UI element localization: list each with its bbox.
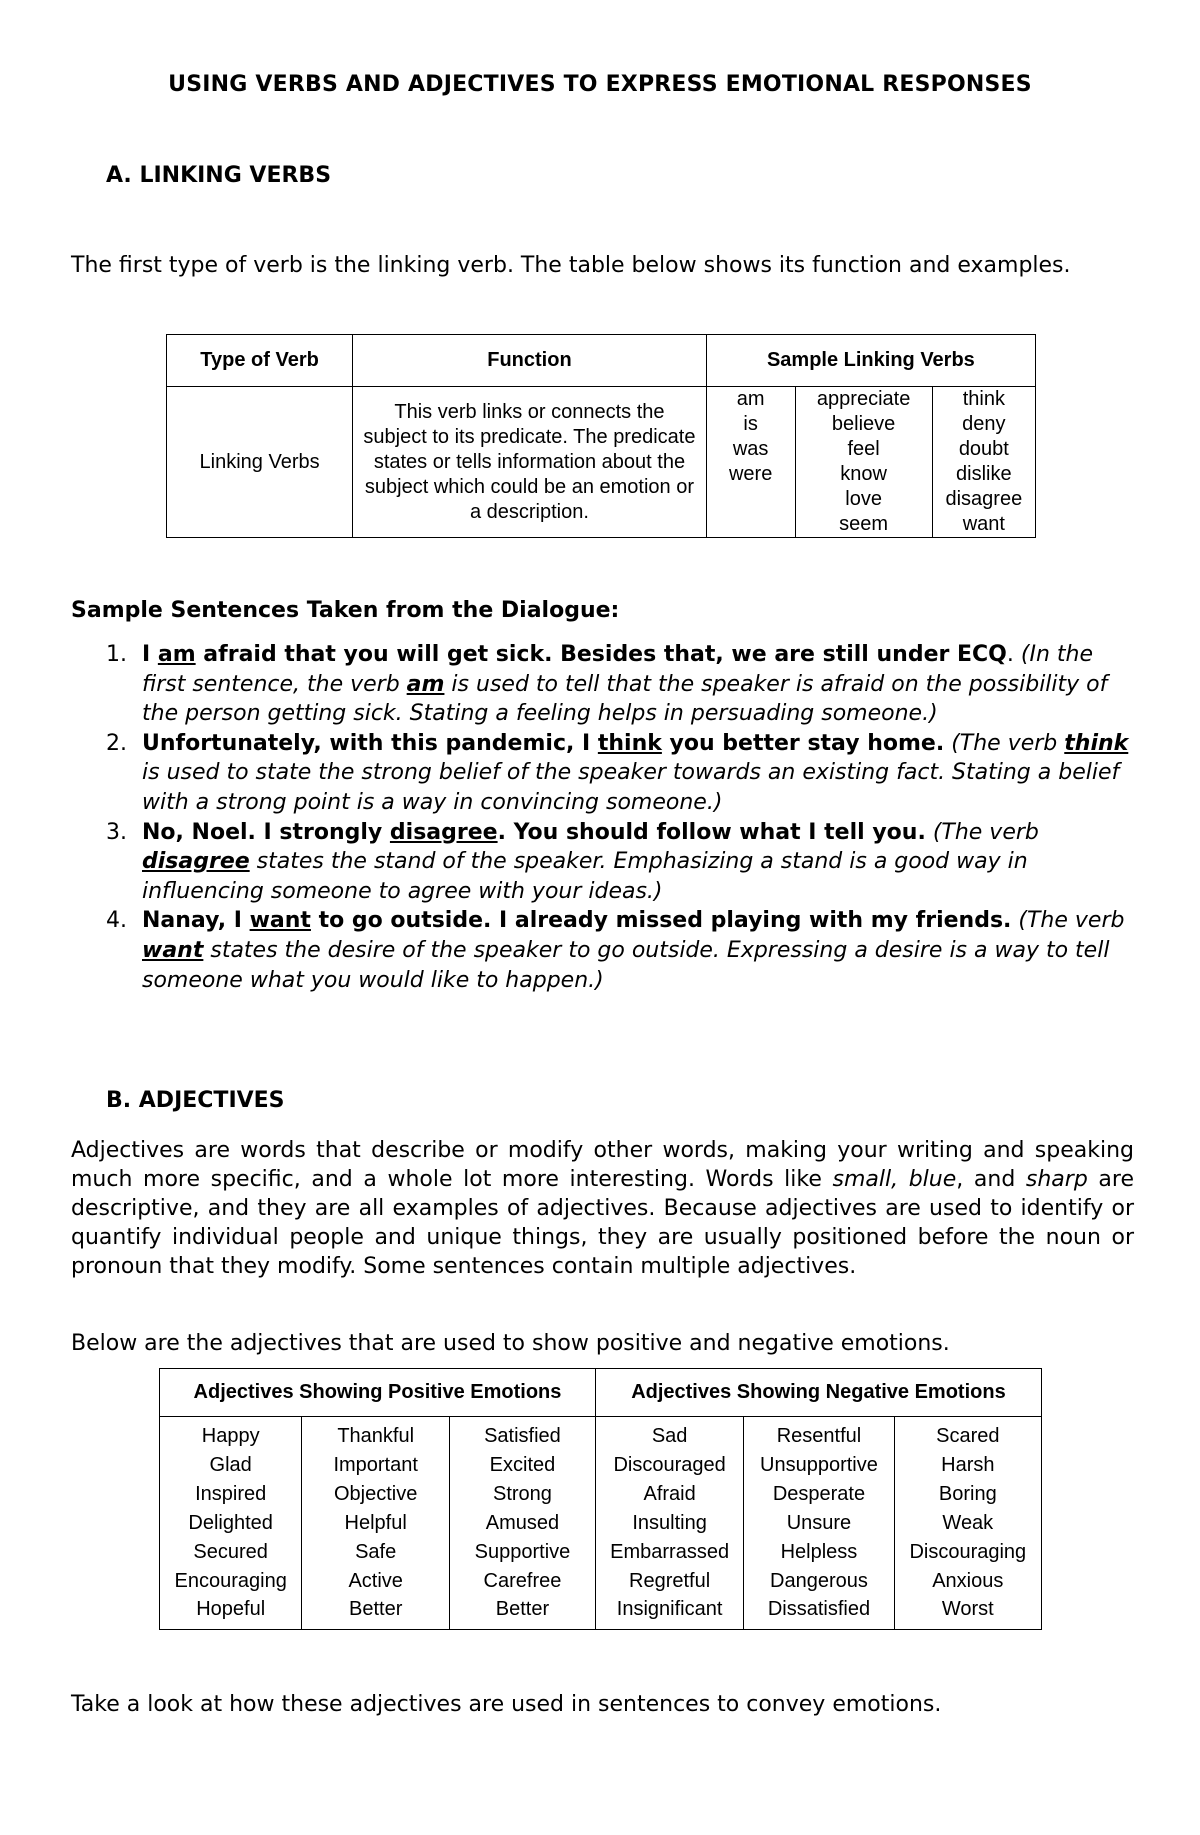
adjective-item: Unsure <box>786 1511 852 1534</box>
key-verb: disagree <box>389 819 498 845</box>
section-a-intro: The first type of verb is the linking verb. The table below shows its function and examples. <box>71 253 1071 278</box>
note-text: states the desire of the speaker to go outside. Expressing a desire is a way to tell someone what you would like to happen.) <box>142 937 1110 993</box>
verb-item: deny <box>962 413 1006 435</box>
verb-item: dislike <box>956 463 1012 485</box>
header-function: Function <box>353 335 707 387</box>
sentence-text: No, Noel. I strongly <box>142 819 390 845</box>
adjective-item: Better <box>349 1598 403 1621</box>
adjective-item: Active <box>348 1569 403 1592</box>
note-text: (In the first sentence, the verb <box>142 642 1093 697</box>
note-text: is used to tell that the speaker is afraid on the possibility of the person getting sick. Stating a feeling helps in persuading someone.) <box>142 671 1108 727</box>
adjective-item: Safe <box>355 1540 397 1563</box>
sentence-text: Unfortunately, with this pandemic, I <box>142 730 598 756</box>
section-b-heading: B. ADJECTIVES <box>106 1088 285 1113</box>
adjective-item: Objective <box>333 1482 418 1505</box>
adjective-item: Sad <box>651 1425 688 1447</box>
adjective-item: Dangerous <box>770 1569 868 1592</box>
cell-samples-3 <box>932 387 1035 538</box>
cell-samples-2 <box>795 387 932 538</box>
adjective-item: Satisfied <box>484 1425 561 1447</box>
sentence-text: Nanay, I <box>142 908 250 934</box>
adjective-item: Important <box>333 1453 418 1476</box>
note-text: is used to state the strong belief of the speaker towards an existing fact. Stating a belief with a strong point is a way in convincing someone.) <box>142 760 1120 815</box>
key-verb: think <box>597 730 662 756</box>
adjectives-paragraph <box>71 1136 1134 1281</box>
adjective-item: Thankful <box>337 1425 415 1447</box>
closing-sentence: Take a look at how these adjectives are used in sentences to convey emotions. <box>71 1692 942 1717</box>
item-number: 2. <box>106 730 127 756</box>
adjective-item: Discouraging <box>909 1540 1027 1563</box>
adjective-item: Insignificant <box>616 1598 723 1621</box>
verb-item: am <box>736 388 765 410</box>
note-key-verb: think <box>1064 730 1129 756</box>
verb-item: were <box>728 463 773 485</box>
sentence-punct <box>926 820 933 845</box>
adjective-item: Unsupportive <box>760 1453 878 1476</box>
adjectives-table <box>159 1368 1042 1630</box>
adjective-item: Strong <box>492 1482 552 1505</box>
adjective-item: Excited <box>489 1453 556 1476</box>
adjective-item: Inspired <box>195 1482 267 1505</box>
key-verb: am <box>157 642 196 667</box>
adjective-item: Happy <box>201 1425 260 1447</box>
adjective-item: Scared <box>936 1425 1000 1447</box>
item-number: 1. <box>106 642 127 667</box>
adjective-item: Glad <box>209 1453 252 1476</box>
adjective-column <box>744 1417 894 1630</box>
verb-item: seem <box>839 513 889 535</box>
cell-samples-1 <box>706 387 795 538</box>
note-key-verb: want <box>142 937 204 963</box>
adjective-column <box>450 1417 596 1630</box>
list-item <box>71 640 1134 729</box>
adjective-item: Resentful <box>776 1425 862 1447</box>
list-item <box>71 818 1134 907</box>
adjective-column <box>302 1417 450 1630</box>
verb-item: doubt <box>958 438 1009 460</box>
verb-item: is <box>743 413 758 435</box>
adjective-column <box>595 1417 743 1630</box>
adjective-item: Helpful <box>344 1511 407 1534</box>
linking-verbs-table <box>166 334 1036 538</box>
adjective-item: Carefree <box>483 1569 562 1592</box>
verb-item: know <box>840 463 887 485</box>
header-type-of-verb: Type of Verb <box>167 335 353 387</box>
list-item <box>71 906 1134 995</box>
cell-function: This verb links or connects the subject to its predicate. The predicate states or tells information about the subject which could be an emotion or a description. <box>353 387 707 538</box>
sentence-text: you better stay home. <box>661 730 945 756</box>
verb-item: believe <box>831 413 896 435</box>
adjective-column <box>894 1417 1041 1630</box>
verb-item: appreciate <box>816 388 911 410</box>
verb-item: love <box>845 488 882 510</box>
adjective-item: Desperate <box>772 1482 866 1505</box>
paragraph-text: , and <box>956 1167 1026 1192</box>
note-key-verb: am <box>406 671 445 697</box>
paragraph-example: small, blue <box>832 1167 957 1192</box>
header-negative-emotions: Adjectives Showing Negative Emotions <box>595 1369 1041 1417</box>
sentence-text: to go outside. I already missed playing with my friends. <box>310 908 1012 934</box>
item-number: 4. <box>106 908 127 934</box>
adjective-item: Discouraged <box>613 1453 726 1476</box>
adjective-item: Regretful <box>629 1569 711 1592</box>
verb-item: was <box>732 438 769 460</box>
adjective-item: Secured <box>193 1540 268 1563</box>
list-item <box>71 729 1134 818</box>
adjective-item: Better <box>495 1598 550 1621</box>
adjective-item: Hopeful <box>196 1598 266 1621</box>
adjectives-table-intro: Below are the adjectives that are used to show positive and negative emotions. <box>71 1331 950 1356</box>
sentence-text: . You should follow what I tell you. <box>497 819 926 845</box>
verb-item: think <box>962 388 1005 410</box>
adjective-item: Delighted <box>188 1511 273 1534</box>
adjectives-row <box>160 1417 1042 1630</box>
adjective-item: Anxious <box>932 1569 1004 1592</box>
sample-sentences-list <box>71 640 1134 995</box>
sentence-text: afraid that you will get sick. Besides that, we are still under ECQ <box>195 642 1007 667</box>
note-text: (The verb <box>951 730 1065 756</box>
adjective-item: Boring <box>938 1482 997 1505</box>
paragraph-text: are descriptive, and they are all examples of adjectives. Because adjectives are used to identify or quantify individual people and unique things, they are usually positioned before the noun or pronoun that they modify. Some sentences contain multiple adjectives. <box>71 1167 1135 1279</box>
key-verb: want <box>249 908 311 934</box>
sentence-punct: . <box>1006 642 1021 667</box>
note-key-verb: disagree <box>142 849 250 875</box>
verb-item: disagree <box>945 488 1023 510</box>
verb-item: feel <box>847 438 880 460</box>
note-text: (The verb <box>932 819 1039 845</box>
sentence-text: I <box>142 642 158 667</box>
adjective-item: Helpless <box>780 1540 858 1563</box>
header-positive-emotions: Adjectives Showing Positive Emotions <box>160 1369 596 1417</box>
adjective-item: Dissatisfied <box>767 1598 871 1621</box>
note-text: (The verb <box>1018 908 1125 934</box>
adjective-column <box>160 1417 302 1630</box>
document-title: USING VERBS AND ADJECTIVES TO EXPRESS EMOTIONAL RESPONSES <box>168 72 1032 97</box>
adjective-item: Afraid <box>643 1482 696 1505</box>
sample-sentences-heading: Sample Sentences Taken from the Dialogue: <box>71 598 620 623</box>
header-sample-linking-verbs: Sample Linking Verbs <box>706 335 1035 387</box>
adjective-item: Encouraging <box>174 1569 287 1592</box>
adjective-item: Harsh <box>941 1453 995 1476</box>
adjective-item: Amused <box>485 1511 560 1534</box>
section-a-heading: A. LINKING VERBS <box>106 163 332 188</box>
adjective-item: Embarrassed <box>610 1540 730 1563</box>
paragraph-example: sharp <box>1025 1167 1088 1192</box>
cell-type: Linking Verbs <box>167 387 353 538</box>
adjective-item: Insulting <box>632 1511 707 1534</box>
item-number: 3. <box>106 819 127 845</box>
verb-item: want <box>962 513 1005 535</box>
adjective-item: Worst <box>941 1598 994 1621</box>
adjective-item: Supportive <box>474 1540 571 1563</box>
adjective-item: Weak <box>942 1511 994 1534</box>
note-text: states the stand of the speaker. Emphasizing a stand is a good way in influencing someone to agree with your ideas.) <box>142 849 1028 904</box>
paragraph-text: Adjectives are words that describe or modify other words, making your writing and speaking much more specific, and a whole lot more interesting. Words like <box>71 1138 1134 1192</box>
